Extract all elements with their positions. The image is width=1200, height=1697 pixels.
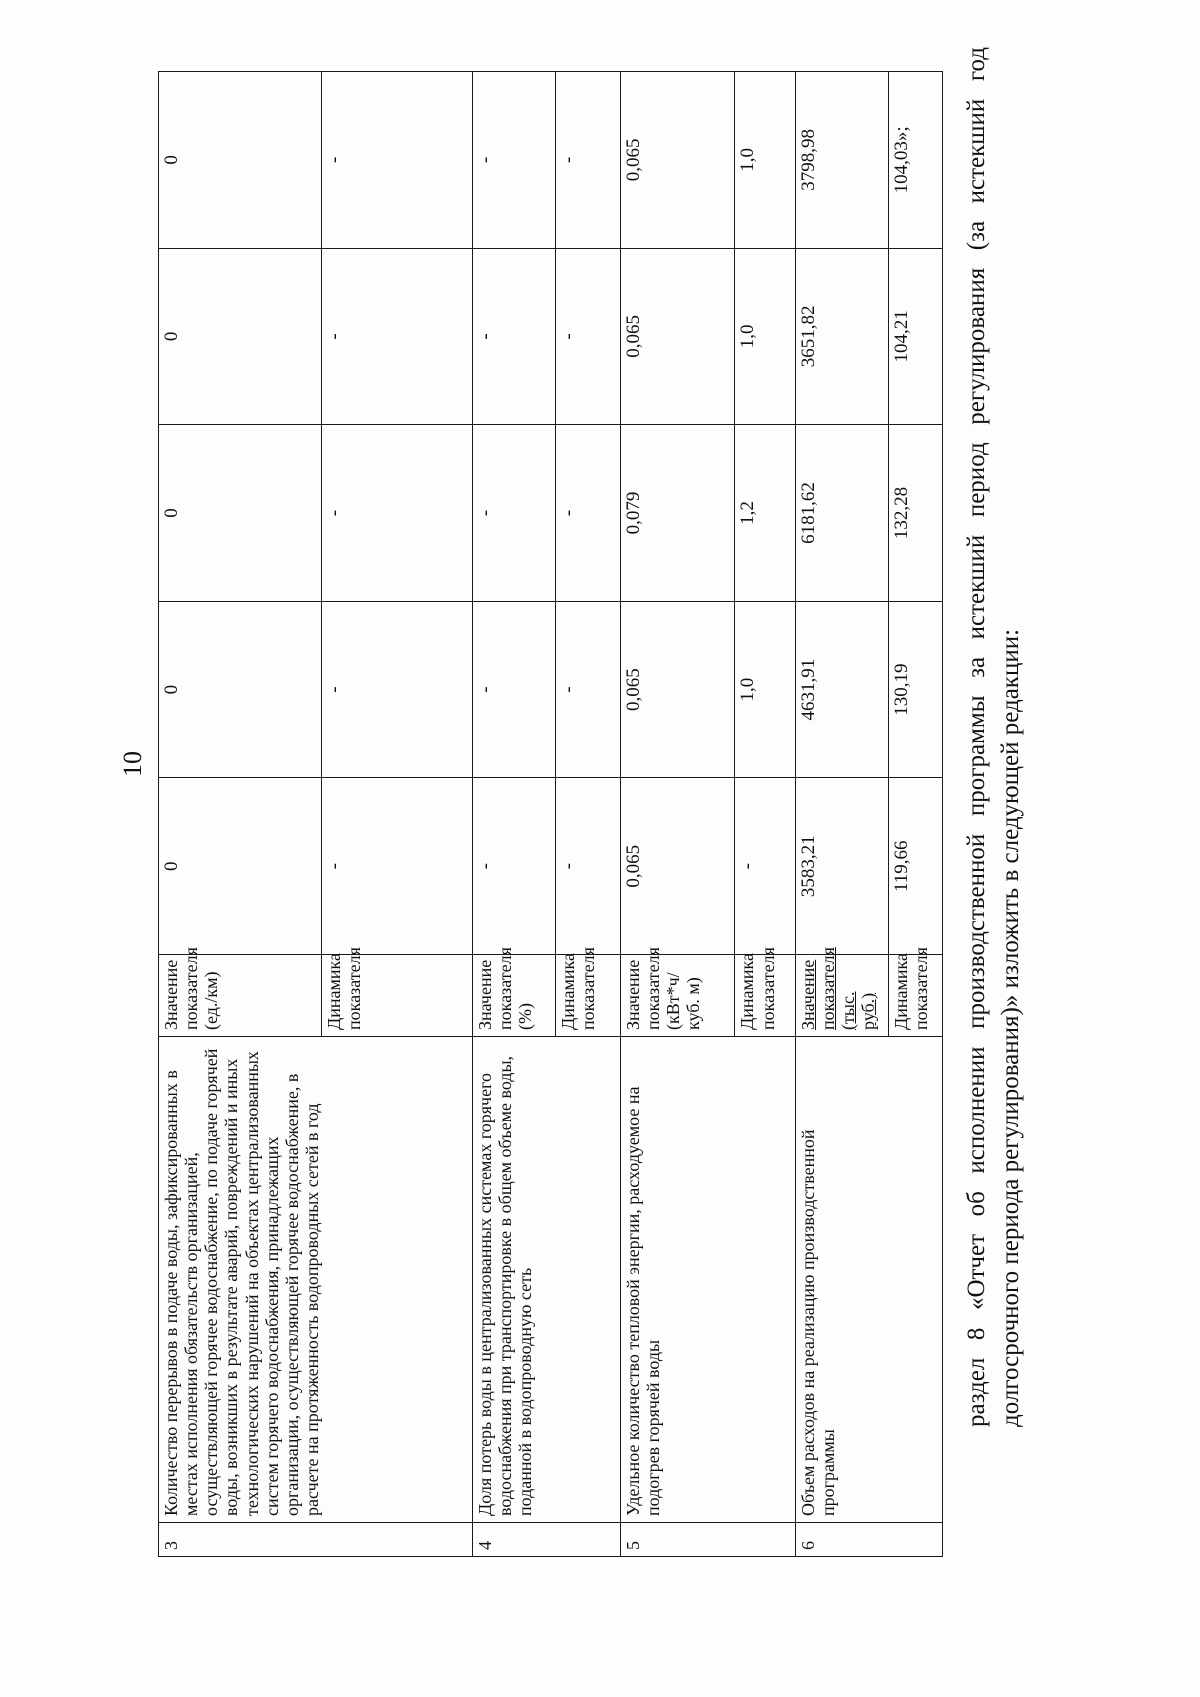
value-cell: - [473,425,555,602]
value-cell: - [473,778,555,955]
table-row [620,72,735,1557]
value-cell: - [473,72,555,249]
unit-cell: Динамика показателя [555,955,620,1037]
value-cell: 0,065 [620,72,735,249]
value-cell: 3798,98 [796,72,889,249]
unit-cell: Значение показателя (%) [473,955,555,1037]
value-cell: 1,0 [735,248,796,425]
value-cell: - [555,601,620,778]
value-cell: - [735,778,796,955]
value-cell: - [555,72,620,249]
value-cell: - [555,778,620,955]
unit-cell: Динамика показателя [735,955,796,1037]
table-row [473,72,555,1557]
row-description: Доля потерь воды в централизованных системах горячего водоснабжения при транспортировке в общем объеме воды, поданной в водопроводную сеть [473,1037,620,1523]
value-cell: 104,21 [888,248,942,425]
row-number: 4 [473,1523,620,1557]
unit-cell: Динамика показателя [888,955,942,1037]
value-cell: - [473,248,555,425]
row-description: Объем расходов на реализацию производственной программы [796,1037,943,1523]
indicators-table [158,71,943,1557]
value-cell: - [473,601,555,778]
value-cell: - [555,248,620,425]
value-cell: 0 [159,72,322,249]
value-cell: - [321,425,473,602]
page-number: 10 [118,751,147,777]
row-number: 6 [796,1523,943,1557]
value-cell: 0 [159,778,322,955]
value-cell: 1,0 [735,72,796,249]
table-row [159,72,322,1557]
value-cell: 1,2 [735,425,796,602]
table-row [796,72,889,1557]
value-cell: 0 [159,248,322,425]
row-description: Удельное количество тепловой энергии, расходуемое на подогрев горячей воды [620,1037,796,1523]
row-number: 5 [620,1523,796,1557]
value-cell: 0,065 [620,248,735,425]
value-cell: 0,079 [620,425,735,602]
value-cell: 104,03»; [888,72,942,249]
value-cell: 130,19 [888,601,942,778]
value-cell: 0 [159,425,322,602]
unit-cell: Динамика показателя [321,955,473,1037]
value-cell: - [321,601,473,778]
value-cell: - [321,778,473,955]
section-paragraph: раздел 8 «Отчет об исполнении производственной программы за истекший период регулирования (за истекший год долгосрочного периода регулирования)» изложить в следующей редакции: [963,47,1024,1427]
value-cell: - [321,72,473,249]
value-cell: 0 [159,601,322,778]
value-cell: - [555,425,620,602]
value-cell: - [321,248,473,425]
value-cell: 3651,82 [796,248,889,425]
value-cell: 0,065 [620,778,735,955]
value-cell: 119,66 [888,778,942,955]
row-description: Количество перерывов в подаче воды, зафиксированных в местах исполнения обязательств организацией, осуществляющей горячее водоснабжение, по подаче горячей воды, возникших в результате аварий, повреждений и иных технологических нарушений на объектах централизованных систем горячего водоснабжения, принадлежащих организации, осуществляющей горячее водоснабжение, в расчете на протяженность водопроводных сетей в год [159,1037,473,1523]
value-cell: 1,0 [735,601,796,778]
unit-cell: Значение показателя (кВт*ч/куб. м) [620,955,735,1037]
unit-cell: Значение показателя (тыс. руб.) [796,955,889,1037]
value-cell: 132,28 [888,425,942,602]
value-cell: 0,065 [620,601,735,778]
value-cell: 6181,62 [796,425,889,602]
row-number: 3 [159,1523,473,1557]
value-cell: 3583,21 [796,778,889,955]
value-cell: 4631,91 [796,601,889,778]
unit-cell: Значение показателя (ед./км) [159,955,322,1037]
